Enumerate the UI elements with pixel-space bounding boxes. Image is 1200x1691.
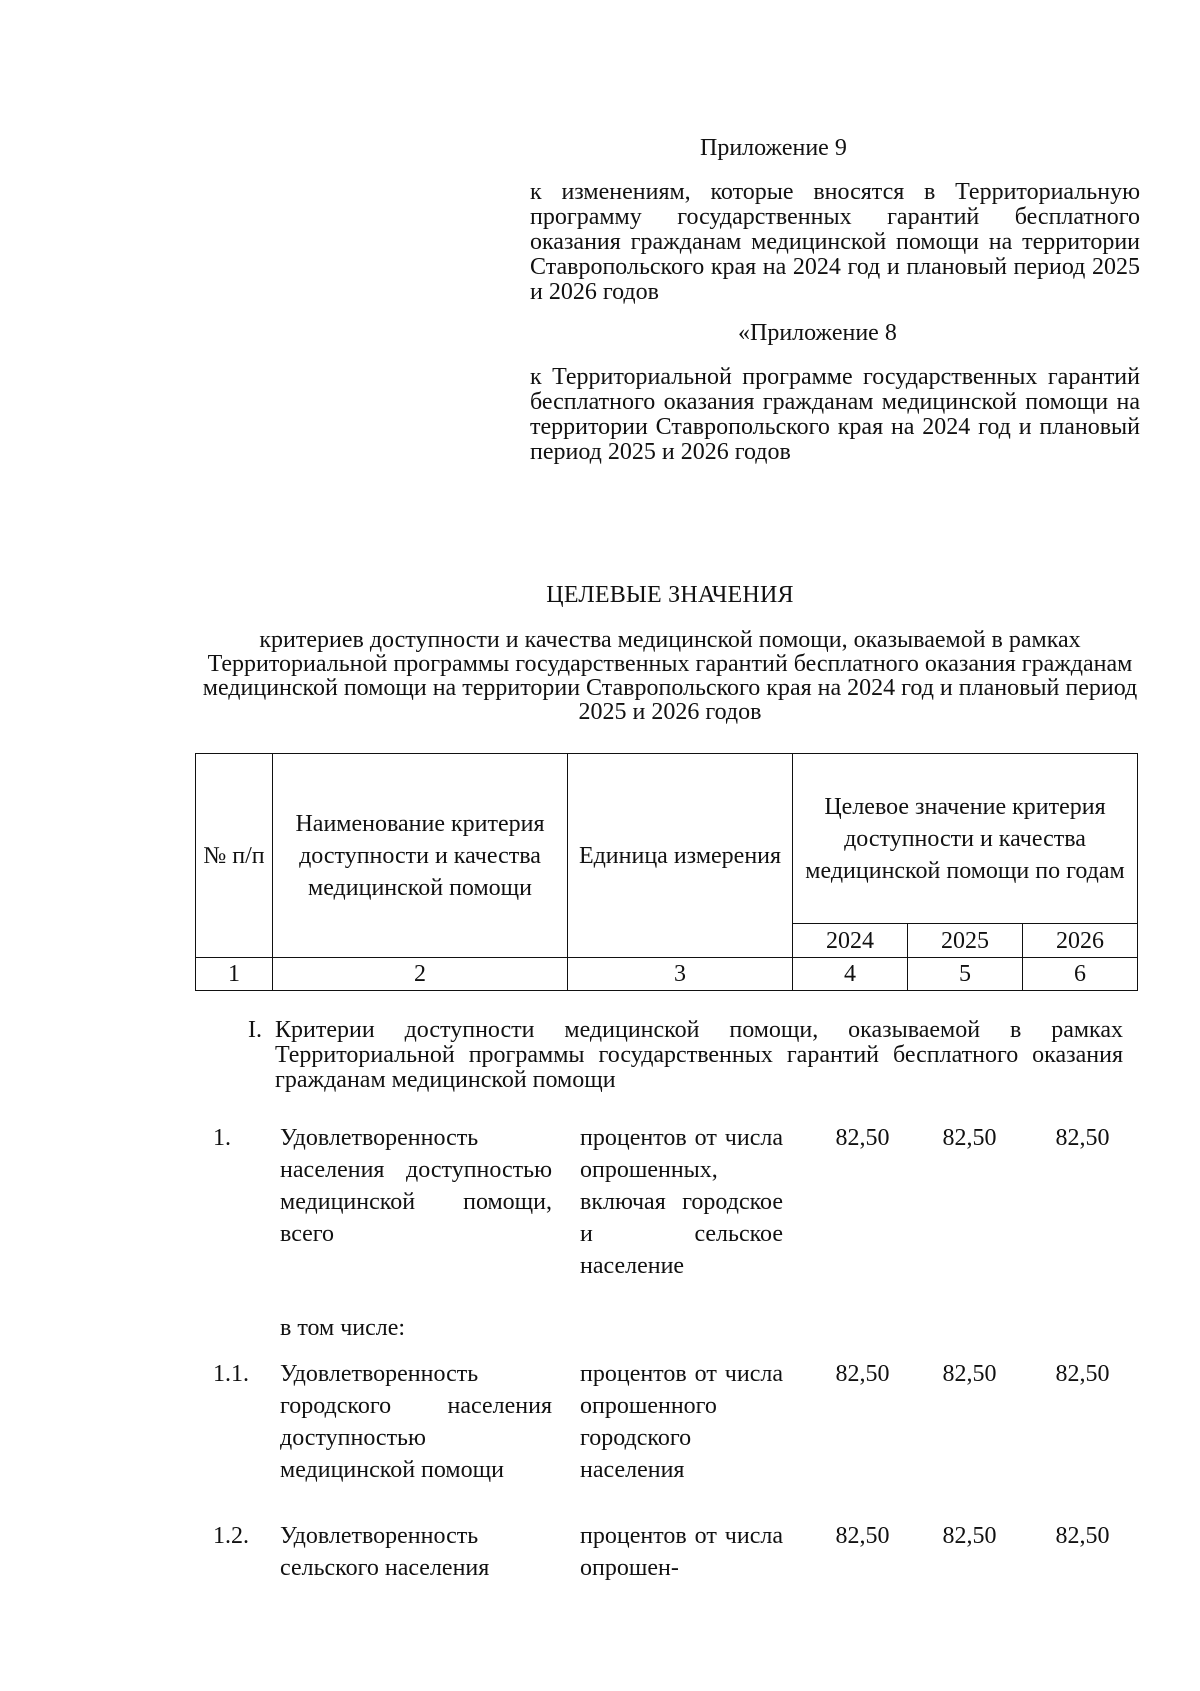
row-value-2025: 82,50 <box>942 1523 997 1549</box>
document-subtitle: критериев доступности и качества медицинской помощи, оказываемой в рамках Территориальной программы государственных гарантий бесплатного оказания гражданам медицинской помощи на территории Ставропольского края на 2024 год и плановый период 2025 и 2026 годов <box>202 627 1138 725</box>
appendix-inner-text: к Территориальной программе государственных гарантий бесплатного оказания гражданам медицинской помощи на территории Ставропольского края на 2024 год и плановый период 2025 и 2026 годов <box>530 364 1140 465</box>
header-col-index: 2 <box>273 958 568 991</box>
row-unit: процентов от числа опрошенных, включая городское и сельское население <box>580 1125 783 1279</box>
appendix-text: к изменениям, которые вносятся в Территориальную программу государственных гарантий бесплатного оказания гражданам медицинской помощи на территории Ставропольского края на 2024 год и плановый период 2025 и 2026 годов <box>530 179 1140 305</box>
header-col-unit: Единица измерения <box>568 754 793 958</box>
header-year: 2024 <box>793 924 908 958</box>
section-title <box>248 1018 1123 1093</box>
document-title: ЦЕЛЕВЫЕ ЗНАЧЕНИЯ <box>546 582 794 608</box>
header-col-index: 4 <box>793 958 908 991</box>
row-unit: процентов от числа опрошенного городского населения <box>580 1361 783 1483</box>
row-value-2026: 82,50 <box>1055 1361 1110 1387</box>
header-col-name: Наименование критерия доступности и качества медицинской помощи <box>273 754 568 958</box>
row-value-2024: 82,50 <box>835 1523 890 1549</box>
header-col-index: 6 <box>1023 958 1138 991</box>
row-name: Удовлетворенность населения доступностью медицинской помощи, всего <box>280 1125 552 1247</box>
row-number: 1.2. <box>213 1523 249 1549</box>
row-value-2025: 82,50 <box>942 1361 997 1387</box>
header-col-num: № п/п <box>196 754 273 958</box>
section-text: Критерии доступности медицинской помощи, оказываемой в рамках Территориальной программы государственных гарантий бесплатного оказания гражданам медицинской помощи <box>275 1017 1123 1093</box>
header-col-target: Целевое значение критерия доступности и качества медицинской помощи по годам <box>793 754 1138 924</box>
row-name: Удовлетворенность городского населения доступностью медицинской помощи <box>280 1361 552 1483</box>
row-value-2026: 82,50 <box>1055 1125 1110 1151</box>
row-value-2026: 82,50 <box>1055 1523 1110 1549</box>
header-year: 2026 <box>1023 924 1138 958</box>
header-col-index: 1 <box>196 958 273 991</box>
section-number: I. <box>248 1017 262 1043</box>
row-value-2024: 82,50 <box>835 1125 890 1151</box>
table-header <box>195 753 1138 991</box>
row-name: Удовлетворенность сельского населения <box>280 1523 490 1581</box>
appendix-title: Приложение 9 <box>700 135 847 161</box>
header-year: 2025 <box>908 924 1023 958</box>
row-value-2024: 82,50 <box>835 1361 890 1387</box>
appendix-inner-title: «Приложение 8 <box>738 320 897 346</box>
header-col-index: 5 <box>908 958 1023 991</box>
row-number: 1.1. <box>213 1361 249 1387</box>
row-value-2025: 82,50 <box>942 1125 997 1151</box>
row-number: 1. <box>213 1125 231 1151</box>
including-label: в том числе: <box>280 1315 406 1341</box>
row-unit: процентов от числа опрошен- <box>580 1523 783 1581</box>
header-col-index: 3 <box>568 958 793 991</box>
